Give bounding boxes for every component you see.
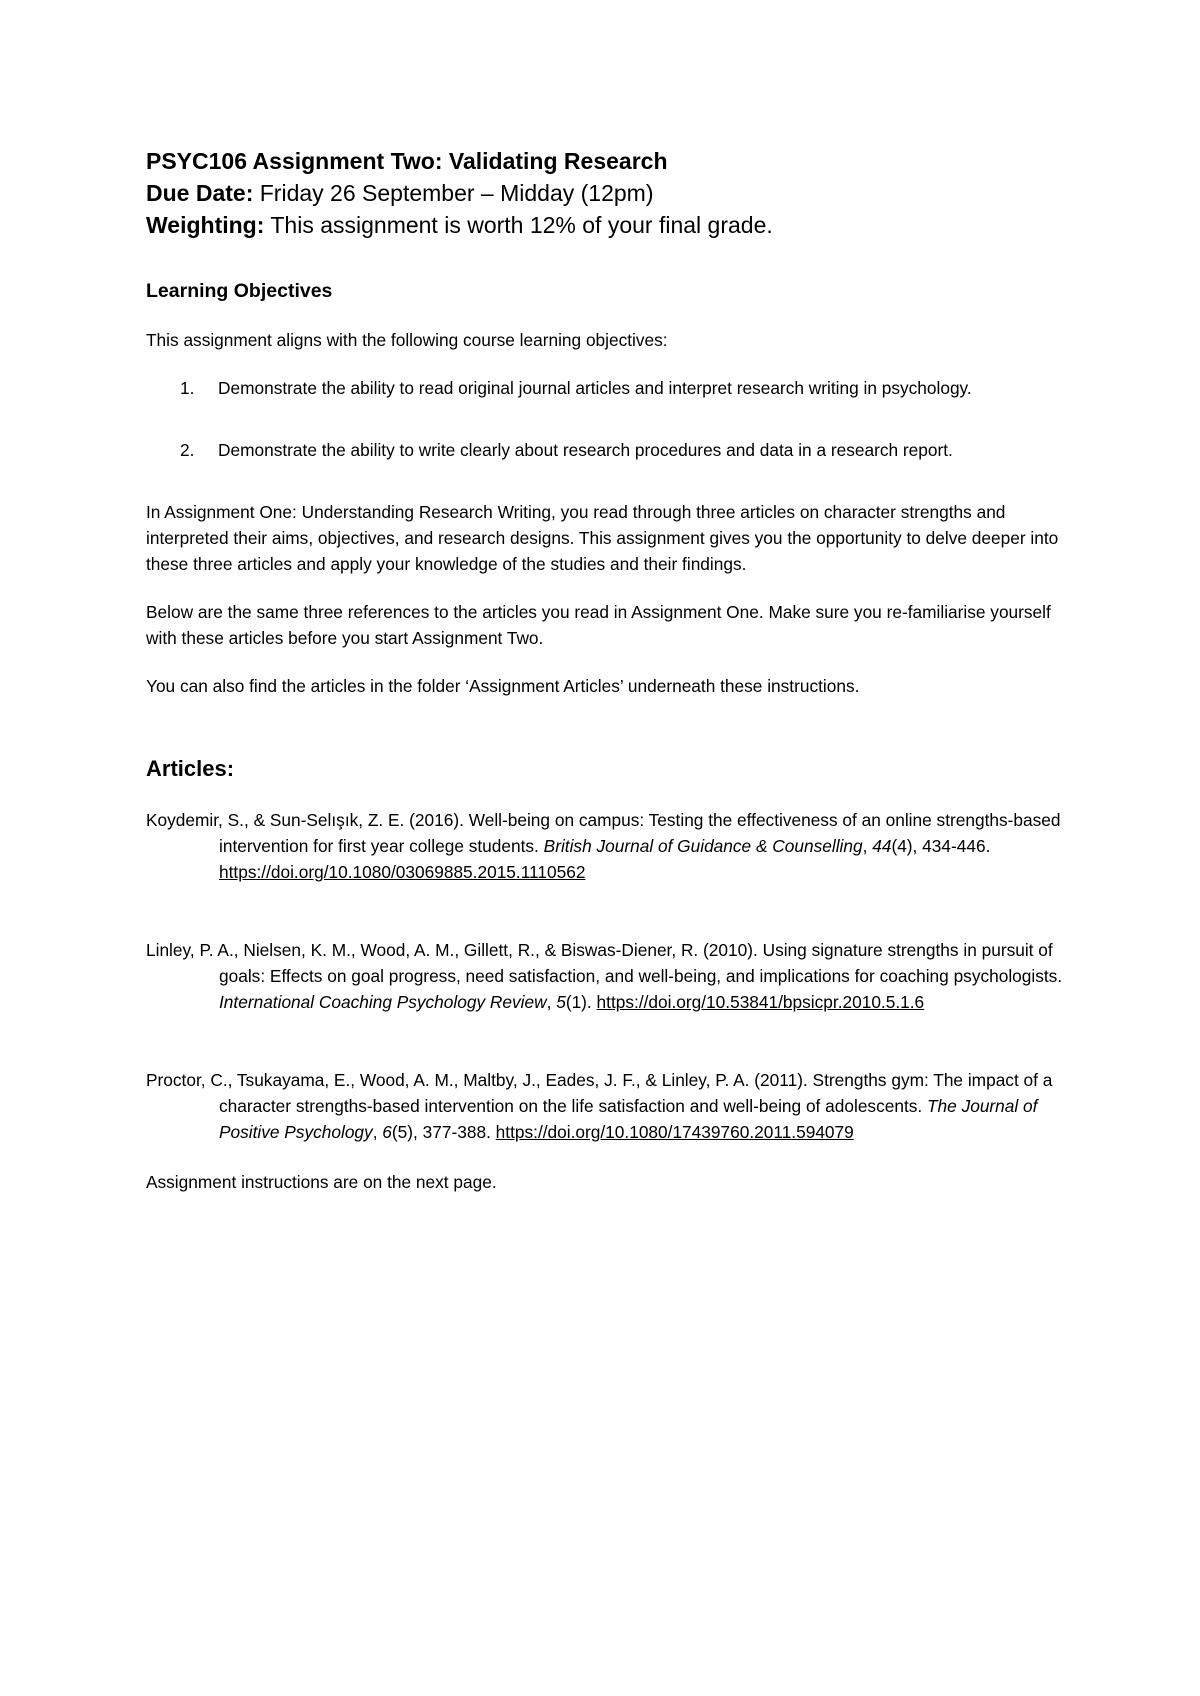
- reference-doi-link[interactable]: https://doi.org/10.1080/03069885.2015.1110562: [219, 862, 586, 882]
- reference-doi-link[interactable]: https://doi.org/10.1080/17439760.2011.594079: [495, 1122, 854, 1142]
- learning-objectives-heading: Learning Objectives: [146, 280, 333, 302]
- reference-volume: 44: [872, 836, 892, 856]
- weighting-line: [146, 209, 1066, 241]
- reference-separator: ,: [546, 992, 557, 1012]
- reference-entry: [146, 937, 1066, 1015]
- reference-authors: Proctor, C., Tsukayama, E., Wood, A. M., Maltby, J., Eades, J. F., & Linley, P. A. (2011). Strengths gym: The impact of a character strengths-based intervention on the life satisfaction and well-being of adolescents.: [146, 1070, 1053, 1116]
- weighting-label: Weighting:: [146, 212, 265, 238]
- reference-authors: Koydemir, S., & Sun-Selışık, Z. E. (2016). Well-being on campus: Testing the effectiveness of an online strengths-based intervention for first year college students.: [146, 810, 1061, 856]
- reference-issue-pages: (5), 377-388.: [391, 1122, 496, 1142]
- objective-number: 1.: [180, 378, 195, 398]
- reference-issue-pages: (1).: [565, 992, 597, 1012]
- body-paragraph: Below are the same three references to the articles you read in Assignment One. Make sure you re-familiarise yourself with these articles before you start Assignment Two.: [146, 602, 1051, 648]
- reference-authors: Linley, P. A., Nielsen, K. M., Wood, A. M., Gillett, R., & Biswas-Diener, R. (2010). Using signature strengths in pursuit of goals: Effects on goal progress, need satisfaction, and well-being, and implications for coaching psychologists.: [146, 940, 1063, 986]
- due-date-value: Friday 26 September – Midday (12pm): [253, 180, 654, 206]
- body-paragraph: In Assignment One: Understanding Research Writing, you read through three articles on character strengths and interpreted their aims, objectives, and research designs. This assignment gives you the opportunity to delve deeper into these three articles and apply your knowledge of the studies and their findings.: [146, 502, 1059, 574]
- objectives-intro: This assignment aligns with the following course learning objectives:: [146, 330, 668, 350]
- reference-journal: British Journal of Guidance & Counselling: [543, 836, 863, 856]
- reference-volume: 5: [556, 992, 566, 1012]
- weighting-value: This assignment is worth 12% of your final grade.: [264, 212, 773, 238]
- closing-note: Assignment instructions are on the next page.: [146, 1172, 497, 1192]
- reference-entry: [146, 807, 1066, 885]
- reference-volume: 6: [382, 1122, 392, 1142]
- document-page: [146, 145, 1066, 1195]
- document-title: PSYC106 Assignment Two: Validating Research: [146, 148, 668, 174]
- reference-separator: ,: [862, 836, 873, 856]
- due-date-line: [146, 177, 1066, 209]
- reference-issue-pages: (4), 434-446.: [891, 836, 991, 856]
- reference-entry: [146, 1067, 1066, 1145]
- objective-item: [146, 375, 1066, 401]
- reference-journal: The Journal of Positive Psychology: [219, 1096, 1038, 1142]
- reference-journal: International Coaching Psychology Review: [219, 992, 547, 1012]
- objectives-list: [146, 375, 1066, 463]
- objective-number: 2.: [180, 440, 195, 460]
- reference-separator: ,: [372, 1122, 383, 1142]
- reference-doi-link[interactable]: https://doi.org/10.53841/bpsicpr.2010.5.1.6: [596, 992, 925, 1012]
- objective-text: Demonstrate the ability to write clearly about research procedures and data in a research report.: [218, 440, 953, 460]
- articles-heading: Articles:: [146, 756, 235, 781]
- due-date-label: Due Date:: [146, 180, 254, 206]
- objective-text: Demonstrate the ability to read original journal articles and interpret research writing in psychology.: [218, 378, 972, 398]
- body-paragraph: You can also find the articles in the folder ‘Assignment Articles’ underneath these instructions.: [146, 676, 860, 696]
- objective-item: [146, 437, 1066, 463]
